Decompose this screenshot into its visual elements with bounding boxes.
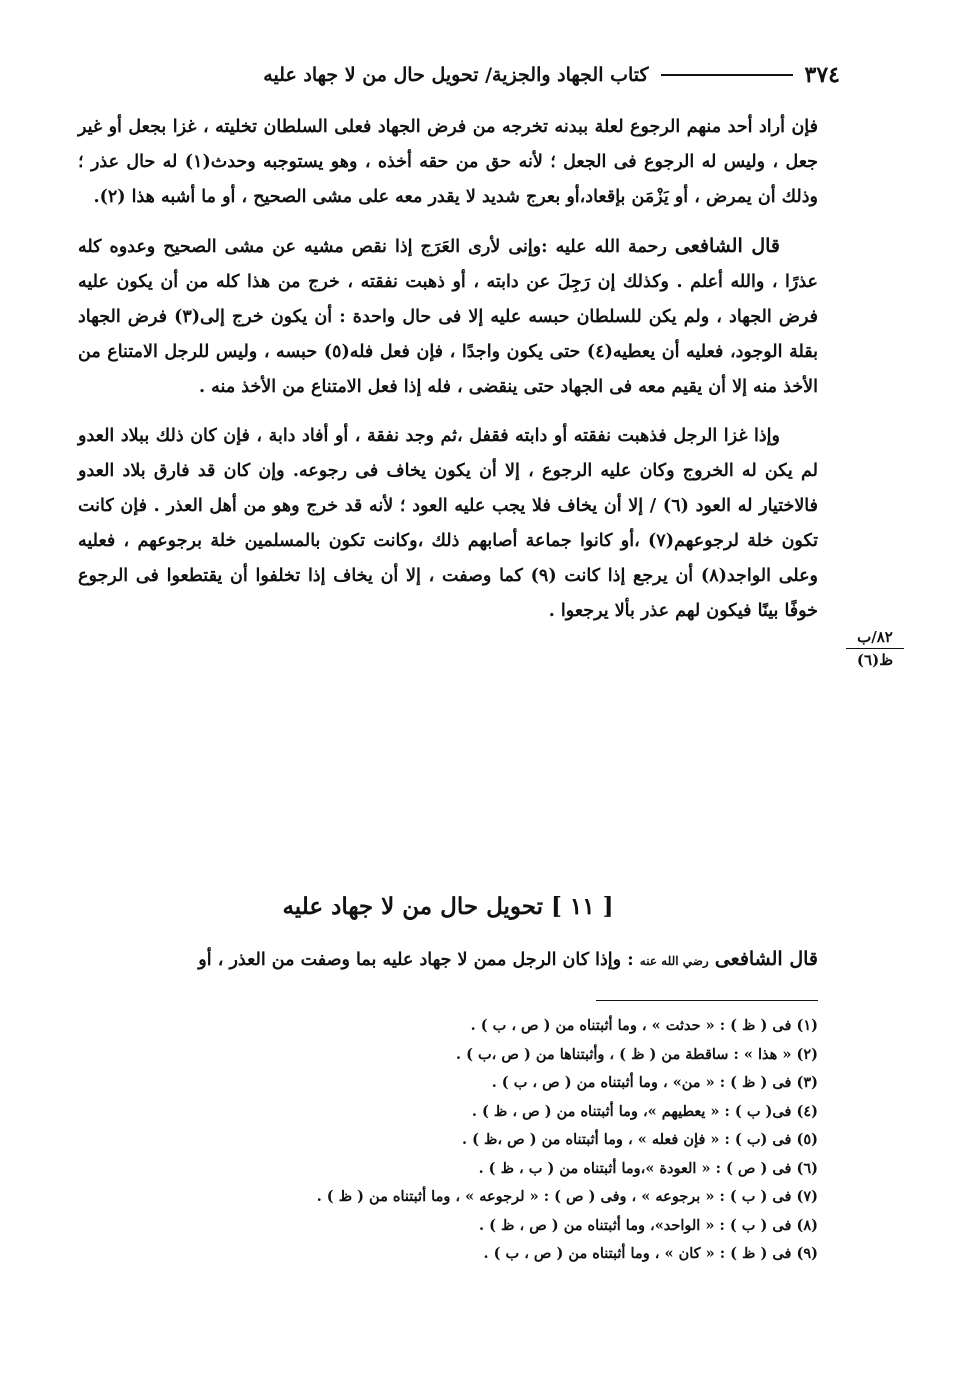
section-text: : وإذا كان الرجل ممن لا جهاد عليه بما وصفت من العذر ، أو xyxy=(198,950,634,970)
paragraph-2-text: رحمة الله عليه :وإنى لأرى العَرَج إذا نقص مشيه عن مشى الصحيح وعدوه كله عذرًا ، والله أعلم . وكذلك إن رَجِلَ عن دابته ، أو ذهبت نفقته ، خرج من هذا كله من أن يكون عليه فرض الجهاد ، ولم يكن للسلطان حبسه عليه إلا فى حال واحدة : أن يكون خرج إلى(٣) فرض الجهاد بقلة الوجود، فعليه أن يعطيه(٤) حتى يكون واجدًا ، فإن فعل فله(٥) حبسه ، وليس للرجل الامتناع من الأخذ منه إلا أن يقيم معه فى الجهاد حتى ينقضى ، فله إذا فعل الامتناع من الأخذ منه . xyxy=(78,237,818,397)
section-speaker: قال الشافعى xyxy=(714,948,818,970)
paragraph-3: وإذا غزا الرجل فذهبت نفقته أو دابته فقفل ،ثم وجد نفقة ، أو أفاد دابة ، فإن كان ذلك ببلاد العدو لم يكن له الخروج وكان عليه الرجوع ، إلا أن يكون يخاف فى رجوعه. وإن كان قد فارق بلاد العدو فالاختيار له العود (٦) / إلا أن يخاف فلا يجب عليه العود ؛ لأنه قد خرج وهو من أهل العذر . فإن كانت تكون خلة لرجوعهم(٧) ،أو كانوا جماعة أصابهم ذلك ،وكانت تكون بالمسلمين خلة برجوعهم ، فعليه وعلى الواجد(٨) أن يرجع إذا كانت (٩) كما وصفت ، إلا أن يخاف إذا تخلفوا أن يقتطعوا فى الرجوع خوفًا بينًا فيكون لهم عذر بألا يرجعوا . xyxy=(78,426,818,621)
header-rule xyxy=(661,74,793,76)
section-heading: [ ١١ ] تحويل حال من لا جهاد عليه xyxy=(282,893,614,920)
main-text xyxy=(78,110,818,643)
footnote-separator xyxy=(596,1000,818,1001)
footnote: (٥) فى (ب ) : « فإن فعله » ، وما أثبتناه من ( ص ،ظ ) . xyxy=(462,1131,818,1148)
margin-folio-ref: ٨٢/ب xyxy=(846,628,904,649)
page-number: ٣٧٤ xyxy=(804,62,840,88)
honorific-glyph: رضي الله عنه xyxy=(639,954,709,968)
footnote: (٨) فى ( ب ) : « الواحد»، وما أثبتناه من ( ص ، ظ ) . xyxy=(479,1216,818,1234)
footnote: (٤) فى( ب ) : « يعطيهم »، وما أثبتناه من ( ص ، ظ ) . xyxy=(471,1102,818,1120)
footnote: (٩) فى ( ظ ) : « كان » ، وما أثبتناه من ( ص ، ب ) . xyxy=(483,1245,818,1262)
margin-folio-note xyxy=(846,628,904,669)
footnote: (٧) فى ( ب ) : « برجوعه » ، وفى ( ص ) : « لرجوعه » ، وما أثبتناه من ( ظ ) . xyxy=(316,1188,818,1205)
paragraph-2 xyxy=(78,229,818,405)
paragraph-1: فإن أراد أحد منهم الرجوع لعلة ببدنه تخرجه من فرض الجهاد فعلى السلطان تخليته ، غزا بجعل أو غير جعل ، وليس له الرجوع فى الجعل ؛ لأنه حق من حقه أخذه ، وهو يستوجبه وحدث(١) له حال عذر ؛ وذلك أن يمرض ، أو يَزْمَن بإقعاد،أو بعرج شديد لا يقدر معه على مشى الصحيح ، أو ما أشبه هذا (٢). xyxy=(78,117,818,207)
speaker-name: قال الشافعى xyxy=(674,235,781,257)
section-first-line xyxy=(78,942,818,979)
footnotes xyxy=(78,1012,818,1269)
footnote: (١) فى ( ظ ) : « حدثت » ، وما أثبتناه من ( ص ، ب ) . xyxy=(470,1017,818,1034)
footnote: (٦) فى ( ص ) : « العودة »،وما أثبتناه من ( ب ، ظ ) . xyxy=(478,1159,818,1177)
footnote: (٢) « هذا » : ساقطة من ( ظ ) ، وأثبتناها من ( ص ،ب ) . xyxy=(455,1045,818,1063)
running-header xyxy=(78,58,840,92)
running-title: كتاب الجهاد والجزية/ تحويل حال من لا جهاد عليه xyxy=(263,64,649,86)
margin-folio-ref-2: ظ(٦) xyxy=(856,651,894,669)
footnote: (٣) فى ( ظ ) : « من» ، وما أثبتناه من ( ص ، ب ) . xyxy=(491,1074,818,1091)
